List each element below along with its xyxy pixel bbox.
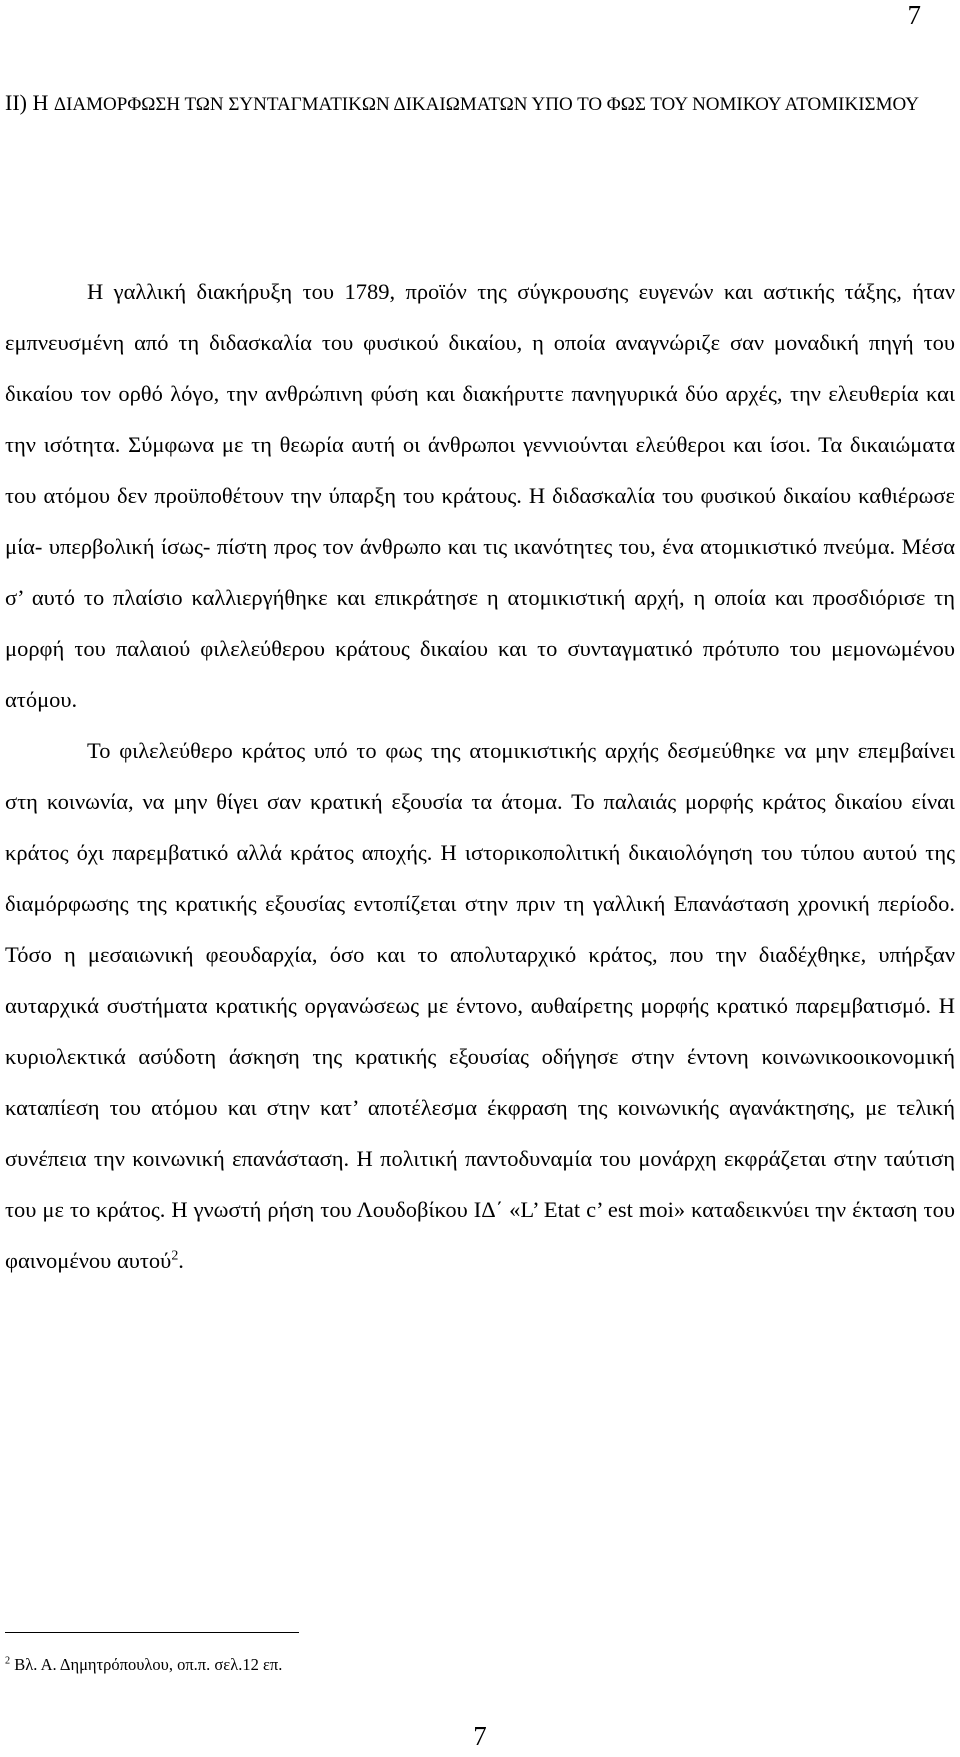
paragraph-2 — [5, 725, 955, 1286]
page-number-bottom: 7 — [473, 1721, 487, 1751]
paragraph-2-tail: . — [178, 1248, 184, 1273]
paragraph-2-text: Το φιλελεύθερο κράτος υπό το φως της ατομικιστικής αρχής δεσμεύθηκε να μην επεμβαίνει στη κοινωνία, να μην θίγει σαν κρατική εξουσία τα άτομα. Το παλαιάς μορφής κράτος δικαίου είναι κράτος όχι παρεμβατικό αλλά κράτος αποχής. Η ιστορικοπολιτική δικαιολόγηση του τύπου αυτού της διαμόρφωσης της κρατικής εξουσίας εντοπίζεται στην πριν τη γαλλική Επανάσταση χρονική περίοδο. Τόσο η μεσαιωνική φεουδαρχία, όσο και το απολυταρχικό κράτος, που την διαδέχθηκε, υπήρξαν αυταρχικά συστήματα κρατικής οργανώσεως με έντονο, αυθαίρετης μορφής κρατικό παρεμβατισμό. Η κυριολεκτικά ασύδοτη άσκηση της κρατικής εξουσίας οδήγησε στην έντονη κοινωνικοοικονομική καταπίεση του ατόμου και στην κατ’ αποτέλεσμα έκφραση της κοινωνικής αγανάκτησης, με τελική συνέπεια την κοινωνική επανάσταση. Η πολιτική παντοδυναμία του μονάρχη εκφράζεται στην ταύτιση του με το κράτος. Η γνωστή ρήση του Λουδοβίκου ΙΔ΄ «L’ Etat c’ est moi» καταδεικνύει την έκταση του φαινομένου αυτού — [5, 738, 955, 1273]
paragraph-1 — [5, 266, 955, 725]
footnote — [5, 1654, 282, 1676]
body-text — [5, 266, 955, 1286]
footnote-reference: 2 — [171, 1248, 179, 1264]
footnote-marker: 2 — [5, 1655, 11, 1667]
heading-prefix: II) Η — [5, 90, 54, 115]
footnote-text: Βλ. Α. Δημητρόπουλου, οπ.π. σελ.12 επ. — [10, 1655, 283, 1674]
heading-title: ΔΙΑΜΟΡΦΩΣΗ ΤΩΝ ΣΥΝΤΑΓΜΑΤΙΚΩΝ ΔΙΚΑΙΩΜΑΤΩΝ ΥΠΟ ΤΟ ΦΩΣ ΤΟΥ ΝΟΜΙΚΟΥ ΑΤΟΜΙΚΙΣΜΟΥ — [53, 94, 919, 115]
section-heading — [5, 77, 955, 130]
page-number-top: 7 — [907, 0, 921, 30]
paragraph-1-text: Η γαλλική διακήρυξη του 1789, προϊόν της σύγκρουσης ευγενών και αστικής τάξης, ήταν εμπνευσμένη από τη διδασκαλία του φυσικού δικαίου, η οποία αναγνώριζε σαν μοναδική πηγή του δικαίου τον ορθό λόγο, την ανθρώπινη φύση και διακήρυττε πανηγυρικά δύο αρχές, την ελευθερία και την ισότητα. Σύμφωνα με τη θεωρία αυτή οι άνθρωποι γεννιούνται ελεύθεροι και ίσοι. Τα δικαιώματα του ατόμου δεν προϋποθέτουν την ύπαρξη του κράτους. Η διδασκαλία του φυσικού δικαίου καθιέρωσε μία- υπερβολική ίσως- πίστη προς τον άνθρωπο και τις ικανότητες του, ένα ατομικιστικό πνεύμα. Μέσα σ’ αυτό το πλαίσιο καλλιεργήθηκε και επικράτησε η ατομικιστική αρχή, η οποία και προσδιόρισε τη μορφή του παλαιού φιλελεύθερου κράτους δικαίου και το συνταγματικό πρότυπο του μεμονωμένου ατόμου. — [5, 279, 955, 712]
footnote-divider — [5, 1632, 299, 1633]
